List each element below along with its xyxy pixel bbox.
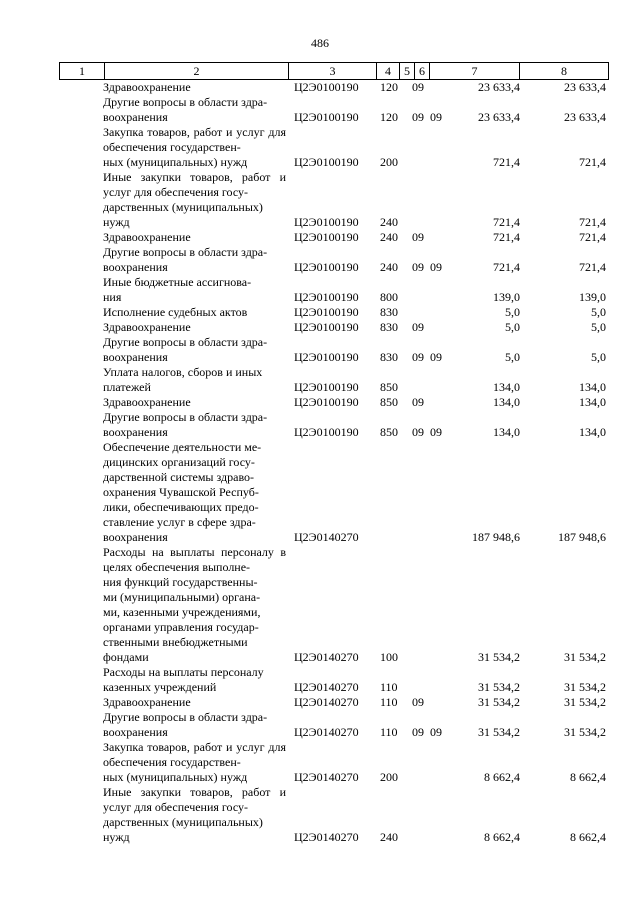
- row-vr: 120: [380, 110, 398, 124]
- row-name: Уплата налогов, сборов и иных платежей: [103, 365, 263, 394]
- row-year1-amount: 139,0: [493, 290, 520, 304]
- table-row: [59, 80, 623, 95]
- row-code: Ц2Э0100190: [294, 215, 359, 229]
- row-year1-amount: 31 534,2: [478, 650, 520, 664]
- row-code: Ц2Э0140270: [294, 680, 359, 694]
- page-number: 486: [311, 36, 329, 50]
- row-name: Здравоохранение: [103, 230, 191, 244]
- row-year1-amount: 23 633,4: [478, 110, 520, 124]
- row-year1-amount: 721,4: [493, 230, 520, 244]
- row-vr: 240: [380, 230, 398, 244]
- row-year1-amount: 134,0: [493, 425, 520, 439]
- row-vr: 200: [380, 770, 398, 784]
- row-code: Ц2Э0140270: [294, 530, 359, 544]
- row-year2-amount: 721,4: [579, 155, 606, 169]
- row-rz: 09: [412, 695, 424, 709]
- table-header: [59, 62, 609, 80]
- row-vr: 240: [380, 215, 398, 229]
- row-vr: 800: [380, 290, 398, 304]
- row-year2-amount: 31 534,2: [564, 725, 606, 739]
- row-year2-amount: 134,0: [579, 395, 606, 409]
- row-rz: 09: [412, 320, 424, 334]
- row-year1-amount: 5,0: [505, 305, 520, 319]
- table-row: [59, 365, 623, 395]
- row-name: Другие вопросы в области здра- воохранения: [103, 245, 268, 274]
- row-code: Ц2Э0100190: [294, 395, 359, 409]
- row-year1-amount: 187 948,6: [472, 530, 520, 544]
- row-name: Исполнение судебных актов: [103, 305, 248, 319]
- row-vr: 830: [380, 320, 398, 334]
- header-col-7: 7: [430, 63, 520, 80]
- table-row: [59, 245, 623, 275]
- row-year1-amount: 721,4: [493, 215, 520, 229]
- row-year1-amount: 5,0: [505, 320, 520, 334]
- row-name: Другие вопросы в области здра- воохранения: [103, 710, 268, 739]
- table-row: [59, 230, 623, 245]
- row-name: Здравоохранение: [103, 320, 191, 334]
- row-vr: 110: [380, 725, 398, 739]
- row-vr: 110: [380, 695, 398, 709]
- table-row: [59, 695, 623, 710]
- row-year2-amount: 5,0: [591, 320, 606, 334]
- table-row: [59, 545, 623, 665]
- row-year2-amount: 187 948,6: [558, 530, 606, 544]
- row-year2-amount: 8 662,4: [570, 830, 606, 844]
- header-col-6: 6: [415, 63, 430, 80]
- header-col-3: 3: [289, 63, 377, 80]
- row-rz: 09: [412, 425, 424, 439]
- row-code: Ц2Э0140270: [294, 695, 359, 709]
- row-pr: 09: [430, 260, 442, 274]
- row-vr: 100: [380, 650, 398, 664]
- table-row: [59, 740, 623, 785]
- table-row: [59, 440, 623, 545]
- row-vr: 830: [380, 350, 398, 364]
- row-year1-amount: 31 534,2: [478, 725, 520, 739]
- row-code: Ц2Э0140270: [294, 650, 359, 664]
- row-rz: 09: [412, 110, 424, 124]
- table-row: [59, 785, 623, 845]
- row-vr: 850: [380, 425, 398, 439]
- row-name: Иные закупки товаров, работ и услуг для обеспечения госу- дарственных (муниципальных) нужд: [103, 785, 286, 844]
- row-vr: 830: [380, 305, 398, 319]
- row-code: Ц2Э0100190: [294, 425, 359, 439]
- table-row: [59, 395, 623, 410]
- row-year1-amount: 721,4: [493, 155, 520, 169]
- row-name: Закупка товаров, работ и услуг для обеспечения государствен- ных (муниципальных) нужд: [103, 125, 286, 169]
- row-year2-amount: 31 534,2: [564, 695, 606, 709]
- row-name: Другие вопросы в области здра- воохранения: [103, 335, 268, 364]
- row-code: Ц2Э0100190: [294, 305, 359, 319]
- table-row: [59, 710, 623, 740]
- table-row: [59, 125, 623, 170]
- row-year1-amount: 8 662,4: [484, 830, 520, 844]
- row-year2-amount: 23 633,4: [564, 80, 606, 94]
- row-pr: 09: [430, 425, 442, 439]
- row-year1-amount: 8 662,4: [484, 770, 520, 784]
- row-year2-amount: 8 662,4: [570, 770, 606, 784]
- row-code: Ц2Э0140270: [294, 725, 359, 739]
- row-code: Ц2Э0100190: [294, 260, 359, 274]
- row-year2-amount: 31 534,2: [564, 680, 606, 694]
- row-code: Ц2Э0100190: [294, 350, 359, 364]
- row-code: Ц2Э0100190: [294, 290, 359, 304]
- table-row: [59, 665, 623, 695]
- row-pr: 09: [430, 725, 442, 739]
- header-col-4: 4: [377, 63, 400, 80]
- row-year1-amount: 23 633,4: [478, 80, 520, 94]
- row-year2-amount: 134,0: [579, 380, 606, 394]
- row-code: Ц2Э0100190: [294, 230, 359, 244]
- table-row: [59, 320, 623, 335]
- row-vr: 240: [380, 260, 398, 274]
- row-code: Ц2Э0100190: [294, 80, 359, 94]
- row-rz: 09: [412, 260, 424, 274]
- row-year2-amount: 5,0: [591, 305, 606, 319]
- row-code: Ц2Э0100190: [294, 320, 359, 334]
- row-year1-amount: 31 534,2: [478, 680, 520, 694]
- table-row: [59, 170, 623, 230]
- row-year1-amount: 721,4: [493, 260, 520, 274]
- header-col-8: 8: [520, 63, 609, 80]
- row-name: Иные закупки товаров, работ и услуг для обеспечения госу- дарственных (муниципальных) нужд: [103, 170, 286, 229]
- row-name: Другие вопросы в области здра- воохранения: [103, 95, 268, 124]
- row-code: Ц2Э0100190: [294, 155, 359, 169]
- row-name: Здравоохранение: [103, 80, 191, 94]
- row-name: Другие вопросы в области здра- воохранения: [103, 410, 268, 439]
- table-row: [59, 305, 623, 320]
- row-year2-amount: 134,0: [579, 425, 606, 439]
- row-code: Ц2Э0100190: [294, 380, 359, 394]
- row-pr: 09: [430, 110, 442, 124]
- header-col-5: 5: [400, 63, 415, 80]
- row-year2-amount: 23 633,4: [564, 110, 606, 124]
- row-rz: 09: [412, 350, 424, 364]
- row-vr: 200: [380, 155, 398, 169]
- row-year1-amount: 31 534,2: [478, 695, 520, 709]
- row-name: Обеспечение деятельности ме- дицинских организаций госу- дарственной системы здраво- охранения Чувашской Респуб- лики, обеспечивающих предо- ставление услуг в сфере здра- воохранения: [103, 440, 262, 544]
- row-year2-amount: 139,0: [579, 290, 606, 304]
- row-code: Ц2Э0100190: [294, 110, 359, 124]
- row-vr: 240: [380, 830, 398, 844]
- table-row: [59, 335, 623, 365]
- row-rz: 09: [412, 395, 424, 409]
- table-row: [59, 275, 623, 305]
- row-year2-amount: 31 534,2: [564, 650, 606, 664]
- row-code: Ц2Э0140270: [294, 770, 359, 784]
- row-year1-amount: 5,0: [505, 350, 520, 364]
- row-rz: 09: [412, 80, 424, 94]
- table-row: [59, 410, 623, 440]
- row-code: Ц2Э0140270: [294, 830, 359, 844]
- row-year2-amount: 721,4: [579, 215, 606, 229]
- row-name: Расходы на выплаты персоналу казенных учреждений: [103, 665, 264, 694]
- row-vr: 120: [380, 80, 398, 94]
- header-col-2: 2: [105, 63, 289, 80]
- row-vr: 850: [380, 380, 398, 394]
- table-body: [59, 80, 623, 845]
- row-rz: 09: [412, 230, 424, 244]
- table-row: [59, 95, 623, 125]
- row-vr: 110: [380, 680, 398, 694]
- row-rz: 09: [412, 725, 424, 739]
- row-name: Здравоохранение: [103, 395, 191, 409]
- row-name: Расходы на выплаты персоналу в целях обеспечения выполне- ния функций государственны- ми (муниципальными) органа- ми, казенными учреждениями, органами управления государ- ственными внебюджетными фондами: [103, 545, 286, 664]
- row-year2-amount: 721,4: [579, 260, 606, 274]
- row-name: Закупка товаров, работ и услуг для обеспечения государствен- ных (муниципальных) нужд: [103, 740, 286, 784]
- row-vr: 850: [380, 395, 398, 409]
- row-year1-amount: 134,0: [493, 380, 520, 394]
- row-year2-amount: 721,4: [579, 230, 606, 244]
- row-name: Здравоохранение: [103, 695, 191, 709]
- row-pr: 09: [430, 350, 442, 364]
- row-year1-amount: 134,0: [493, 395, 520, 409]
- row-year2-amount: 5,0: [591, 350, 606, 364]
- row-name: Иные бюджетные ассигнова- ния: [103, 275, 252, 304]
- header-col-1: 1: [60, 63, 105, 80]
